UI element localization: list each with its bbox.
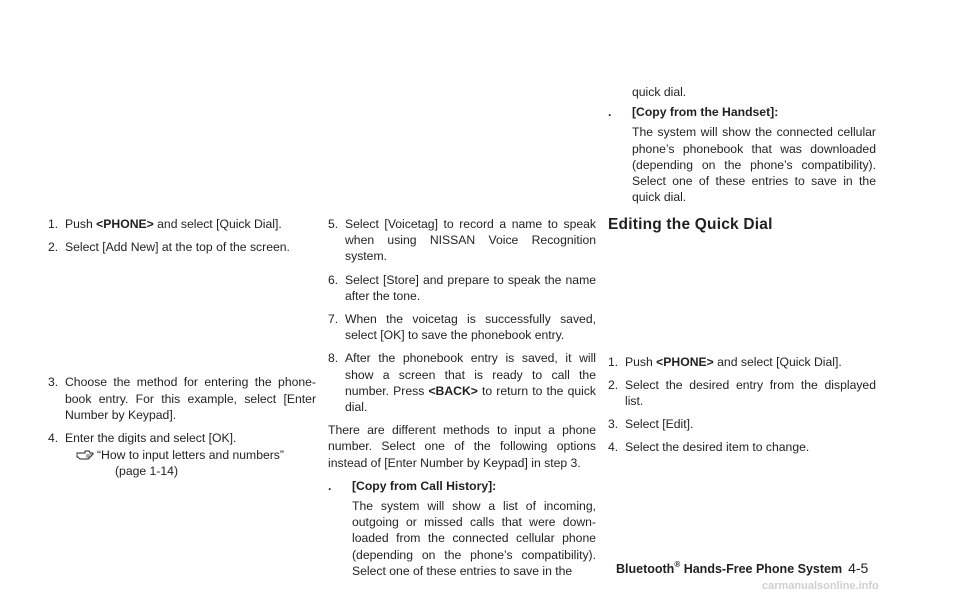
edit-step-1 [608, 354, 876, 370]
step-number: 2. [48, 240, 59, 255]
reference-title: “How to input letters and numbers” [97, 448, 284, 463]
back-key-label: <BACK> [428, 383, 478, 398]
phone-key-label: <PHONE> [656, 354, 714, 369]
step-8 [328, 350, 596, 415]
continued-text: quick dial. [632, 85, 687, 99]
step-3 [48, 374, 316, 423]
bullet-copy-call-history [328, 478, 596, 494]
bullet-dot: . [608, 105, 612, 120]
footer-title-rest: Hands-Free Phone System [680, 562, 843, 576]
reference-page: (page 1-14) [115, 464, 179, 479]
step-text: Push [625, 354, 653, 369]
step-number: 6. [328, 272, 339, 287]
step-text: Select [Edit]. [625, 417, 694, 432]
step-number: 2. [608, 377, 619, 392]
step-7 [328, 311, 596, 343]
step-number: 4. [608, 440, 619, 455]
edit-step-4 [608, 439, 876, 455]
bullet-text: The system will show the connected cellular phone’s phonebook that was downloaded (depending on the phone’s compatibility). Select one of these entries to save in the quick dial. [632, 125, 876, 205]
step-number: 1. [608, 354, 619, 369]
paragraph: There are different methods to input a phone number. Select one of the following options instead of [Enter Number by Keypad] in step 3. [328, 423, 596, 470]
step-1 [48, 216, 316, 232]
step-text: Choose the method for entering the phone-book entry. For this example, select [Enter Number by Keypad]. [65, 375, 316, 422]
edit-step-3 [608, 416, 876, 432]
step-number: 3. [608, 417, 619, 432]
step-number: 1. [48, 217, 59, 231]
step-4 [48, 430, 316, 480]
step-2 [48, 239, 316, 255]
column-left [48, 216, 316, 487]
registered-mark: ® [674, 559, 681, 569]
phone-key-label: <PHONE> [96, 217, 154, 231]
page-number: 4-5 [848, 560, 869, 576]
step-text: to return to the quick dial. [345, 383, 597, 415]
bullet-dot: . [328, 478, 332, 493]
step-number: 3. [48, 375, 59, 390]
bullet-copy-handset [608, 104, 876, 120]
step-number: 4. [48, 431, 59, 446]
step-text: Select [Voicetag] to record a name to speak when using NISSAN Voice Recognition system. [345, 217, 596, 264]
step-text: Enter the digits and select [OK]. [65, 431, 237, 446]
step-number: 7. [328, 312, 339, 327]
step-text: Select the desired item to change. [625, 440, 810, 455]
step-5 [328, 216, 596, 265]
step-text: When the voicetag is successfully saved, select [OK] to save the phonebook entry. [345, 312, 596, 343]
pointing-hand-icon [76, 448, 94, 461]
page-footer [616, 560, 868, 576]
footer-title: Bluetooth [616, 562, 675, 576]
step-text: After the phonebook entry is saved, it will show a screen that is ready to call the number. Press [345, 351, 596, 398]
section-heading: Editing the Quick Dial [608, 216, 773, 234]
step-text: Select [Add New] at the top of the screen. [65, 240, 290, 255]
step-text: Push [65, 217, 93, 231]
bullet-text: The system will show a list of incoming, outgoing or missed calls that were down-loaded from the connected cellular phone (depending on the phone’s compatibility). Select one of these entries to save in the [352, 499, 596, 578]
step-text: and select [Quick Dial]. [157, 217, 282, 231]
bullet-title: [Copy from Call History]: [352, 478, 497, 493]
step-number: 5. [328, 217, 339, 231]
illustration-gap [608, 234, 876, 354]
column-right [608, 84, 876, 463]
cross-reference [65, 447, 316, 479]
bullet-title: [Copy from the Handset]: [632, 105, 779, 120]
step-6 [328, 272, 596, 304]
step-text: and select [Quick Dial]. [717, 354, 842, 369]
column-middle [328, 216, 596, 583]
watermark: carmanualsonline.info [762, 580, 879, 592]
step-text: Select the desired entry from the displayed list. [625, 377, 876, 409]
step-text: Select [Store] and prepare to speak the name after the tone. [345, 272, 596, 303]
step-number: 8. [328, 351, 339, 366]
edit-step-2 [608, 377, 876, 409]
illustration-gap [48, 262, 316, 374]
